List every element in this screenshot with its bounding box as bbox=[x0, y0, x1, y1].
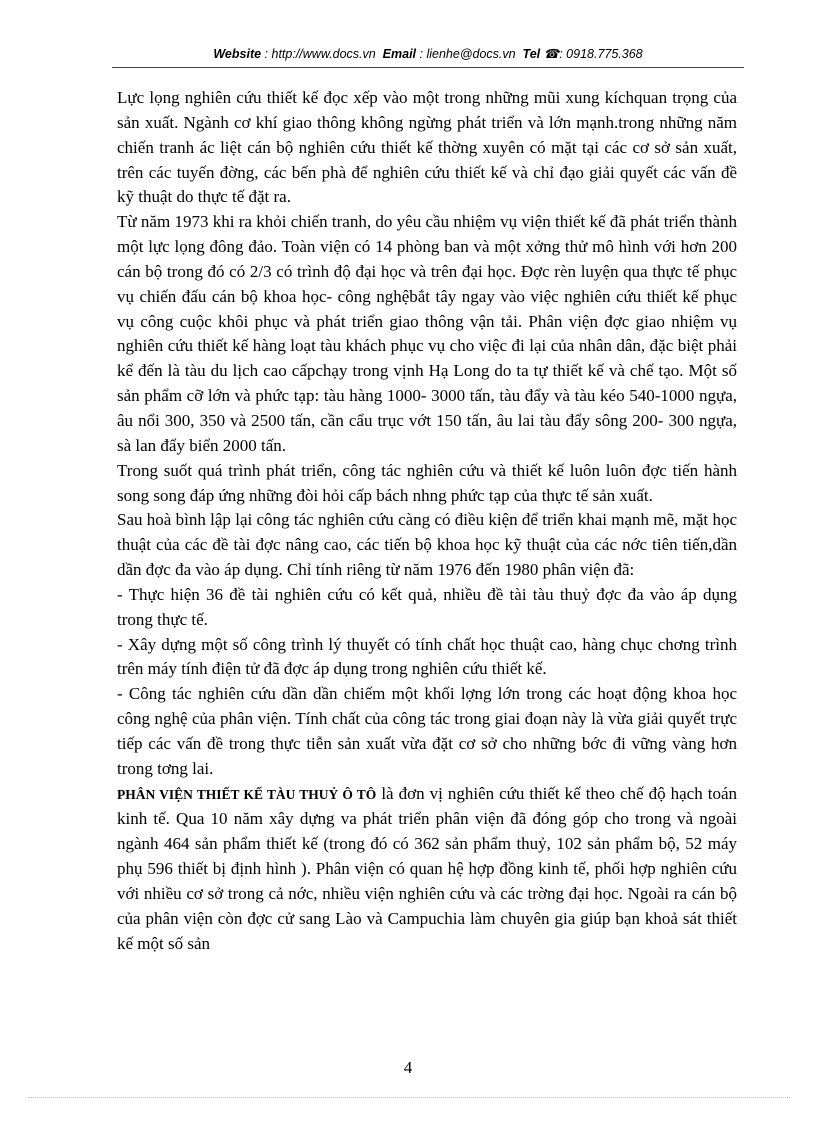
email-label: Email bbox=[382, 47, 417, 61]
paragraph: Trong suốt quá trình phát triển, công tác nghiên cứu và thiết kế luôn luôn đợc tiến hành song song đáp ứng những đòi hỏi cấp bách nhng phức tạp của thực tế sản xuất. bbox=[117, 460, 737, 505]
tel-value: : 0918.775.368 bbox=[559, 47, 643, 61]
paragraph: Từ năm 1973 khi ra khỏi chiến tranh, do yêu cầu nhiệm vụ viện thiết kế đã phát triển thành một lực lọng đông đảo. Toàn viện có 14 phòng ban và một xởng thử mô hình với hơn 200 cán bộ trong đó có 2/3 có trình độ đại học và trên đại học. Đợc rèn luyện qua thực tế phục vụ chiến đấu cán bộ khoa học- công nghệbắt tây ngay vào việc nghiên cứu thiết kế phục vụ công cuộc khôi phục và phát triển giao thông vận tải. Phân viện đợc giao nhiệm vụ nghiên cứu thiết kế hàng loạt tàu khách phục vụ cho việc đi lại của nhân dân, đặc biệt phải kể đến là tàu du lịch cao cấpchạy trong vịnh Hạ Long do ta tự thiết kế và chế tạo. Một số sản phẩm cỡ lớn và phức tạp: tàu hàng 1000- 3000 tấn, tàu đẩy và tàu kéo 540-1000 ngựa, âu nổi 300, 350 và 2500 tấn, cần cẩu trục vớt 150 tấn, âu lai tàu đẩy sông 200- 300 ngựa, sà lan đẩy biển 2000 tấn. bbox=[117, 212, 737, 455]
paragraph: Lực lọng nghiên cứu thiết kế đọc xếp vào một trong những mũi xung kíchquan trọng của sản xuất. Ngành cơ khí giao thông không ngừng phát triển và lớn mạnh.trong những năm chiến tranh ác liệt cán bộ nghiên cứu thiết kế thờng xuyên có mặt tại các cơ sở sản xuất, trên các tuyến đờng, các bến phà để nghiên cứu thiết kế và chỉ đạo giải quyết các vấn đề kỹ thuật do thực tế đặt ra. bbox=[117, 88, 737, 207]
document-body bbox=[117, 86, 737, 957]
page-header bbox=[112, 46, 744, 61]
final-paragraph bbox=[117, 782, 737, 957]
page-number: 4 bbox=[403, 1058, 413, 1077]
tel-label: Tel bbox=[522, 47, 541, 61]
phone-icon: ☎ bbox=[543, 47, 560, 61]
footer-divider bbox=[28, 1097, 790, 1098]
header-divider bbox=[112, 67, 744, 68]
institute-name: PHÂN VIỆN THIẾT KẾ TÀU THUỶ Ô TÔ bbox=[117, 786, 377, 802]
paragraph: Sau hoà bình lập lại công tác nghiên cứu càng có điều kiện để triển khai mạnh mẽ, mặt học thuật của các đề tài đợc nâng cao, các tiến bộ khoa học kỹ thuật của các nớc tiên tiến,dần dần đợc đa vào áp dụng. Chỉ tính riêng từ năm 1976 đến 1980 phân viện đã: bbox=[117, 510, 737, 580]
final-paragraph-text: là đơn vị nghiên cứu thiết kế theo chế độ hạch toán kinh tế. Qua 10 năm xây dựng va phát triển phân viện đã đóng góp cho trong và ngoài ngành 464 sản phẩm thiết kế (trong đó có 362 sản phẩm thuỷ, 102 sản phẩm bộ, 52 máy phụ 596 thiết bị định hình ). Phân viện có quan hệ hợp đồng kinh tế, phối hợp nghiên cứu với nhiều cơ sở trong cả nớc, nhiều viện nghiên cứu và các trờng đại học. Ngoài ra cán bộ của phân viện còn đợc cử sang Lào và Campuchia làm chuyên gia giúp bạn khoả sát thiết kế một số sản bbox=[117, 783, 737, 953]
list-item: - Công tác nghiên cứu dần dần chiếm một khối lợng lớn trong các hoạt động khoa học công nghệ của phân viện. Tính chất của công tác trong giai đoạn này là vừa giải quyết trực tiếp các vấn đề trong thực tiễn sản xuất vừa đặt cơ sở cho những bớc đi vững vàng hơn trong tơng lai. bbox=[117, 684, 737, 778]
list-item: - Xây dựng một số công trình lý thuyết có tính chất học thuật cao, hàng chục chơng trình trên máy tính điện tử đã đợc áp dụng trong nghiên cứu thiết kế. bbox=[117, 634, 737, 679]
list-item: - Thực hiện 36 đề tài nghiên cứu có kết quả, nhiều đề tài tàu thuỷ đợc đa vào áp dụng trong thực tế. bbox=[117, 584, 737, 629]
website-label: Website bbox=[213, 47, 262, 61]
website-value: : http://www.docs.vn bbox=[264, 47, 376, 61]
email-value: : lienhe@docs.vn bbox=[419, 47, 516, 61]
